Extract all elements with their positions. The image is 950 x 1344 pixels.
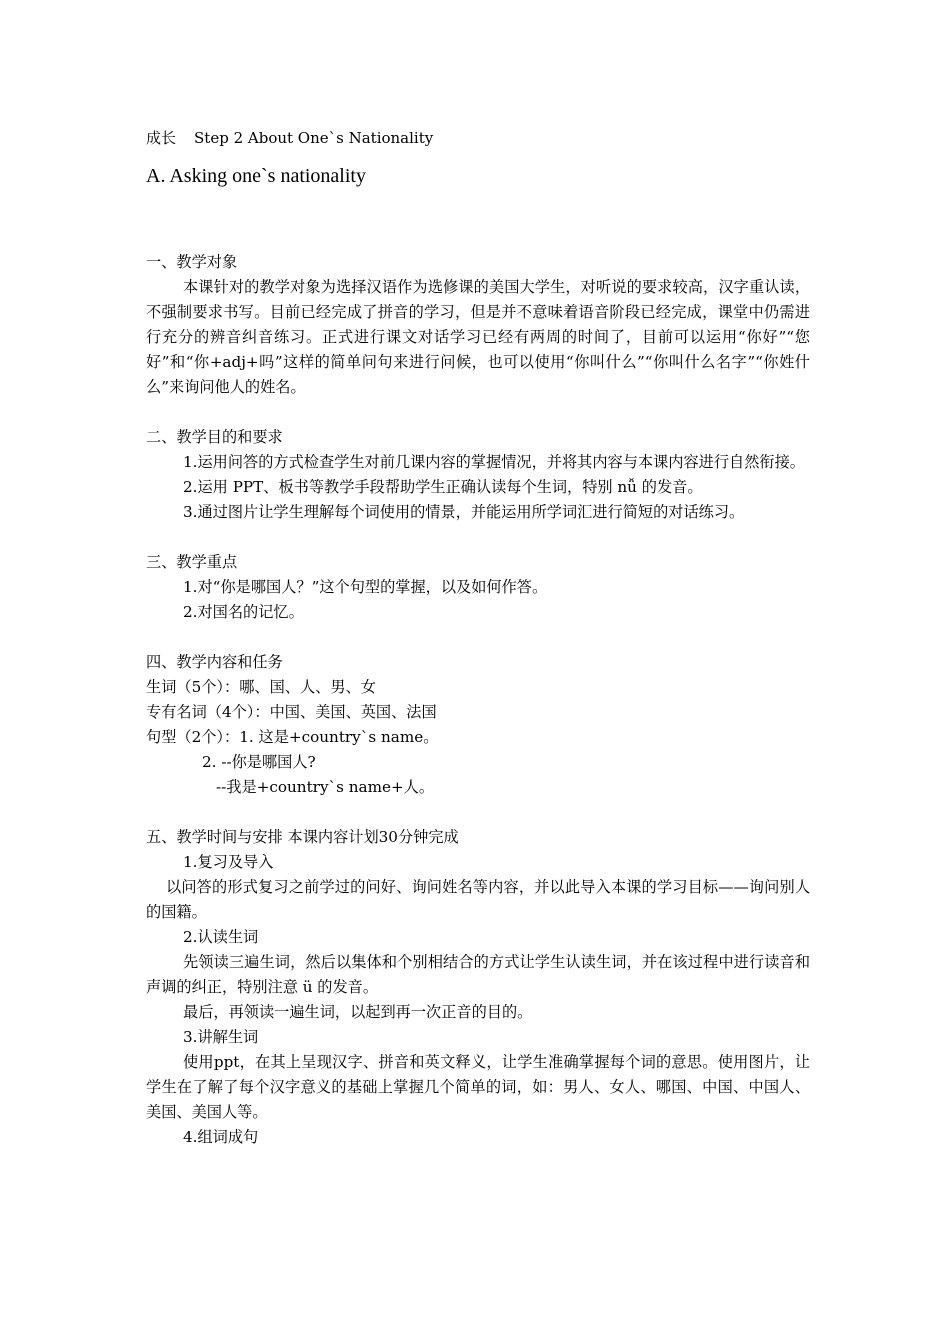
section-5-heading: 五、教学时间与安排 本课内容计划30分钟完成 — [146, 828, 459, 846]
section-3-item: 2.对国名的记忆。 — [183, 603, 304, 621]
document-header — [146, 128, 433, 148]
header-english: Step 2 About One`s Nationality — [194, 129, 434, 147]
section-1-heading: 一、教学对象 — [146, 253, 238, 271]
section-2-item: 2.运用 PPT、板书等教学手段帮助学生正确认读每个生词，特别 nǚ 的发音。 — [183, 478, 703, 496]
section-4-patterns: 句型（2个）：1. 这是+country`s name。 — [146, 728, 439, 746]
lesson-subtitle: A. Asking one`s nationality — [146, 165, 366, 187]
step-2-title: 2.认读生词 — [183, 928, 259, 946]
document-body — [146, 250, 810, 1150]
section-4-pattern-question: 2. --你是哪国人? — [202, 753, 316, 771]
step-4-title: 4.组词成句 — [183, 1128, 259, 1146]
section-2-item: 3.通过图片让学生理解每个词使用的情景，并能运用所学词汇进行简短的对话练习。 — [183, 503, 745, 521]
section-4-proper-nouns: 专有名词（4个）：中国、美国、英国、法国 — [146, 703, 437, 721]
header-chinese: 成长 — [146, 129, 177, 147]
section-4-pattern-answer: --我是+country`s name+人。 — [216, 778, 435, 796]
section-3-heading: 三、教学重点 — [146, 553, 238, 571]
step-3-text: 使用ppt，在其上呈现汉字、拼音和英文释义，让学生准确掌握每个词的意思。使用图片，让学生在了解了每个汉字意义的基础上掌握几个简单的词，如：男人、女人、哪国、中国、中国人、美国、美国人等。 — [146, 1053, 810, 1121]
section-3-item: 1.对“你是哪国人？”这个句型的掌握，以及如何作答。 — [183, 578, 548, 596]
section-4-words: 生词（5个）：哪、国、人、男、女 — [146, 678, 376, 696]
step-1-title: 1.复习及导入 — [183, 853, 274, 871]
section-2-heading: 二、教学目的和要求 — [146, 428, 283, 446]
step-2-text: 先领读三遍生词，然后以集体和个别相结合的方式让学生认读生词，并在该过程中进行读音和声调的纠正，特别注意 ü 的发音。 — [146, 953, 810, 996]
step-1-text: 以问答的形式复习之前学过的问好、询问姓名等内容，并以此导入本课的学习目标——询问别人的国籍。 — [146, 878, 810, 921]
section-4-heading: 四、教学内容和任务 — [146, 653, 283, 671]
step-2-text: 最后，再领读一遍生词，以起到再一次正音的目的。 — [183, 1003, 533, 1021]
section-2-item: 1.运用问答的方式检查学生对前几课内容的掌握情况，并将其内容与本课内容进行自然衔接。 — [183, 453, 805, 471]
section-1-paragraph: 本课针对的教学对象为选择汉语作为选修课的美国大学生，对听说的要求较高，汉字重认读，不强制要求书写。目前已经完成了拼音的学习，但是并不意味着语音阶段已经完成，课堂中仍需进行充分的辨音纠音练习。正式进行课文对话学习已经有两周的时间了，目前可以运用“你好”“您好”和“你+adj+吗”这样的简单问句来进行问候，也可以使用“你叫什么”“你叫什么名字”“你姓什么”来询问他人的姓名。 — [146, 278, 810, 396]
step-3-title: 3.讲解生词 — [183, 1028, 259, 1046]
